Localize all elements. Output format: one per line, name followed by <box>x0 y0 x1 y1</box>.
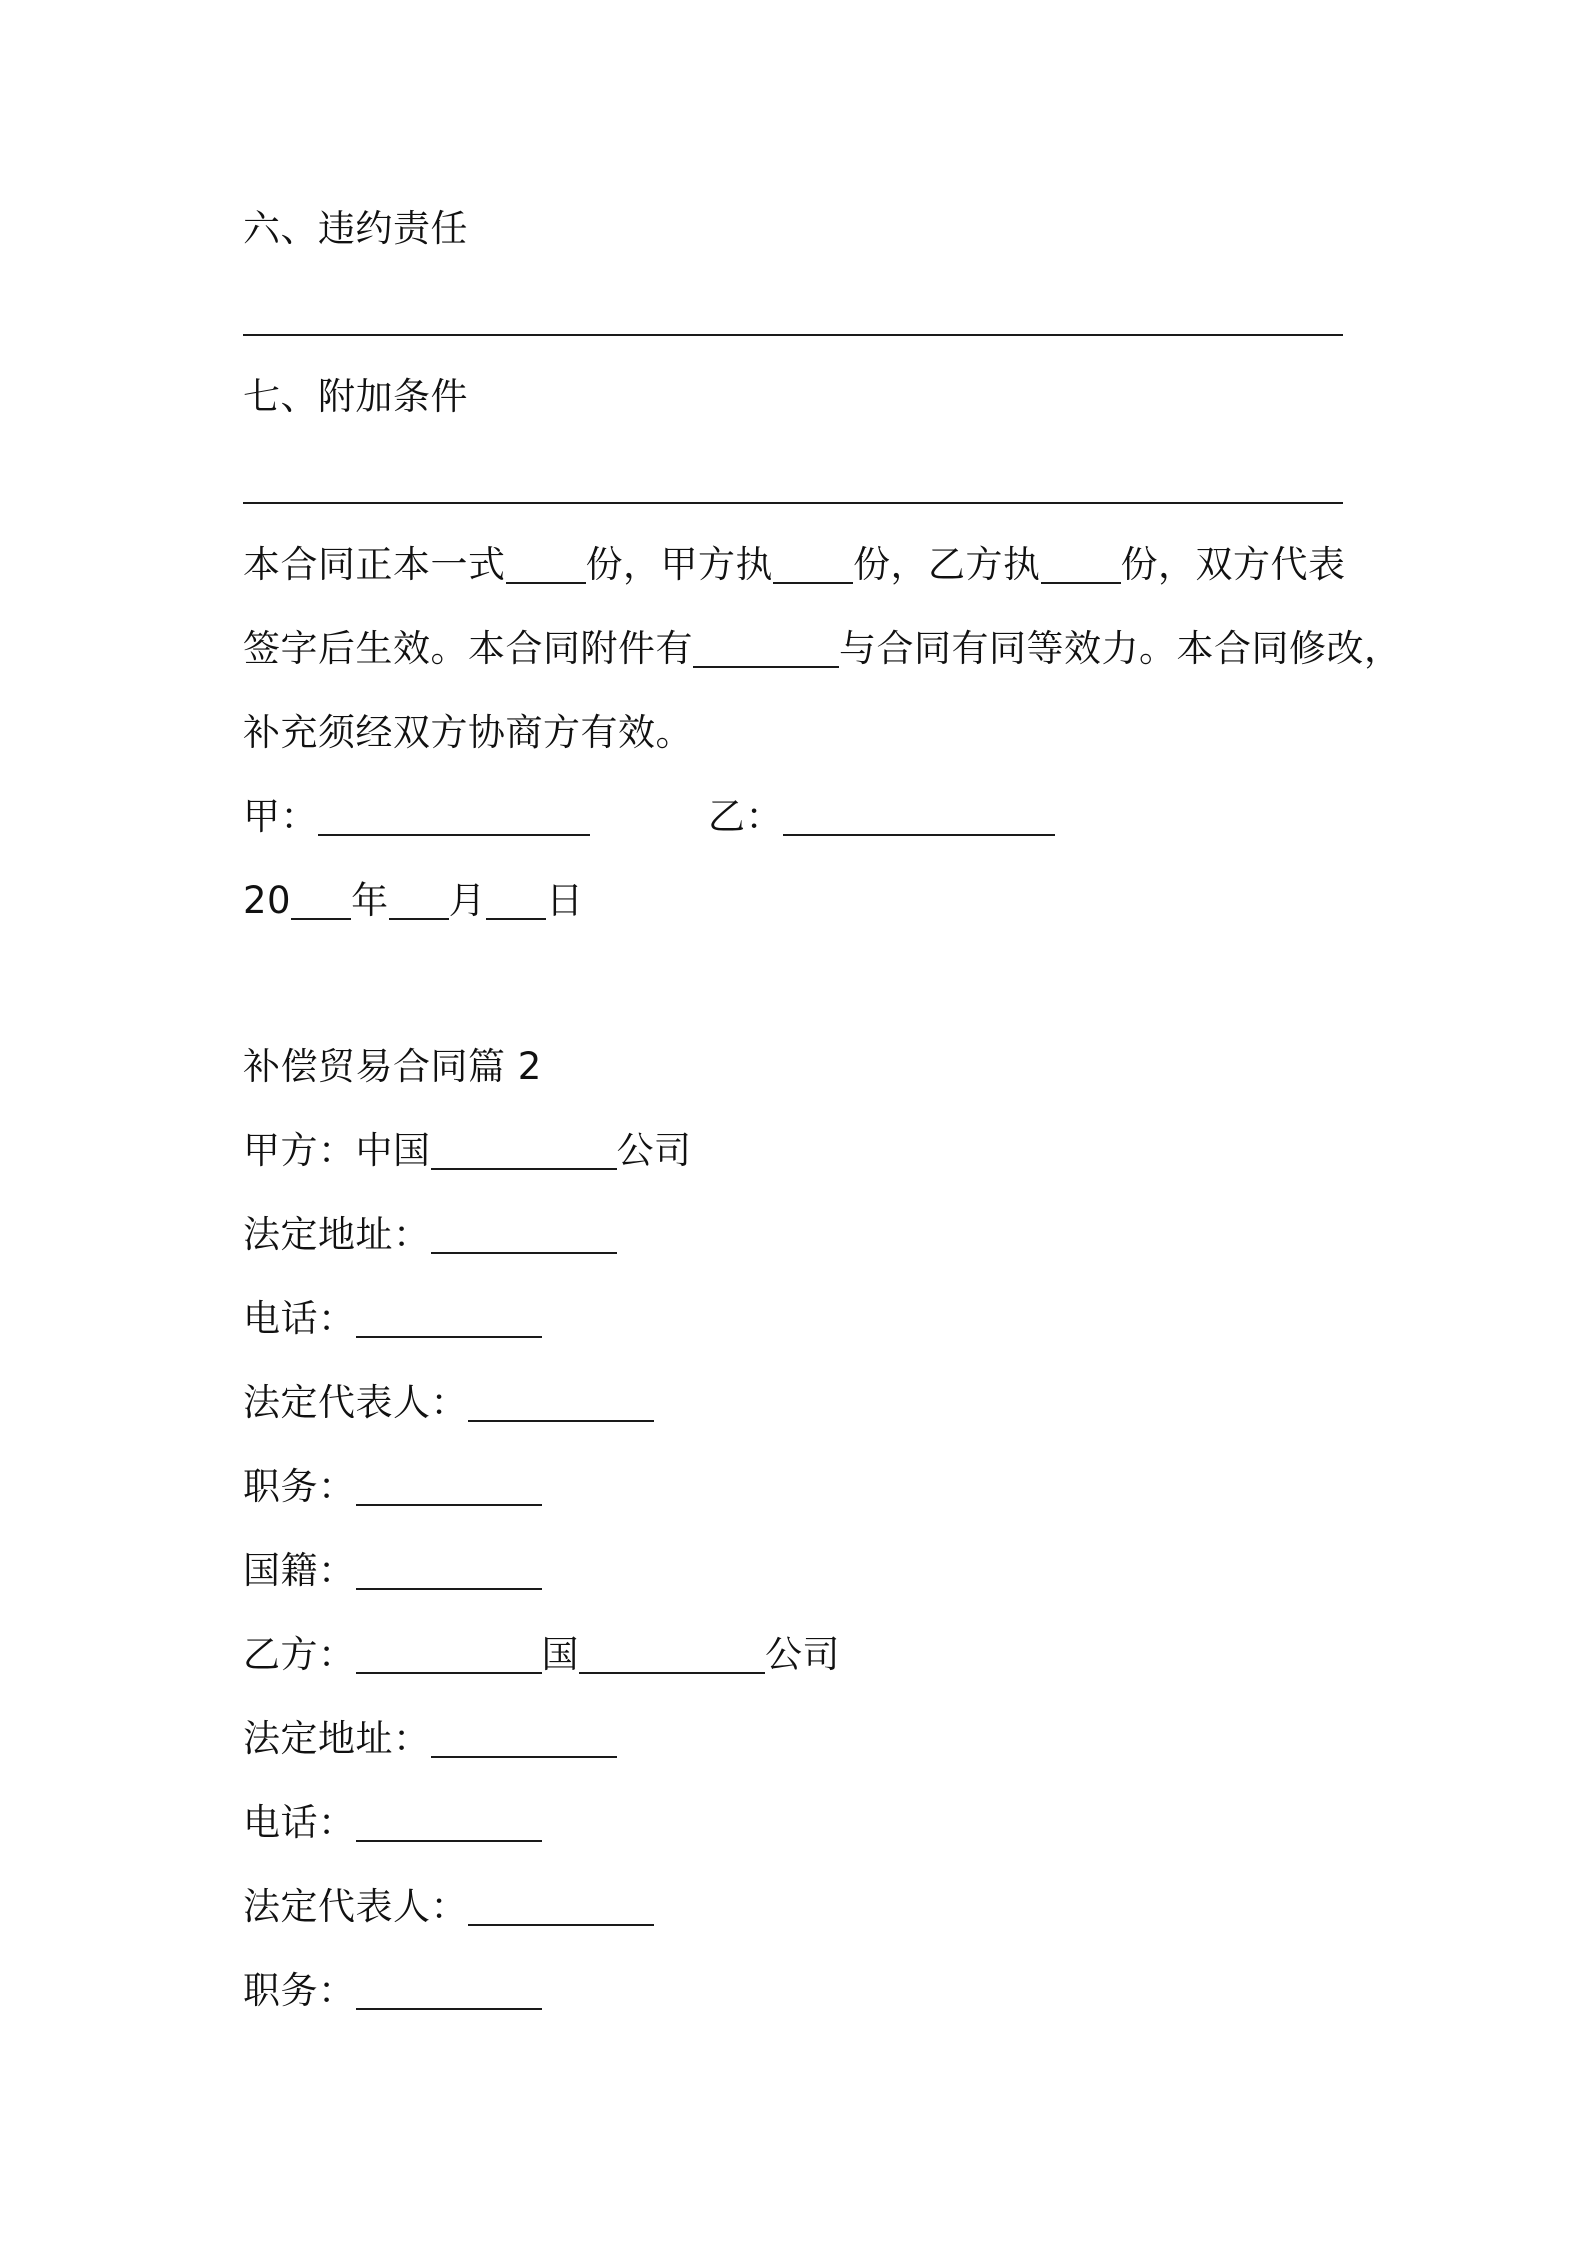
rep-field <box>468 1887 654 1926</box>
rep-field <box>468 1383 654 1422</box>
blank-field <box>1041 545 1121 584</box>
year-label: 年 <box>351 879 389 922</box>
position-field <box>356 1467 542 1506</box>
clause-attachment-line <box>243 624 1402 674</box>
date-line <box>243 876 584 926</box>
clause-text: 份，乙方执 <box>853 543 1041 586</box>
nationality-field <box>356 1551 542 1590</box>
section-7-fill-line <box>243 502 1343 504</box>
year-field <box>291 881 351 920</box>
party-a-company-field <box>431 1131 617 1170</box>
position-field <box>356 1971 542 2010</box>
nationality-label: 国籍： <box>243 1549 356 1592</box>
party-b-phone-line <box>243 1798 542 1848</box>
section-6-title: 六、违约责任 <box>243 207 468 250</box>
day-field <box>486 881 546 920</box>
party-a-rep-line <box>243 1378 654 1428</box>
blank-field <box>773 545 853 584</box>
party-a-label: 甲方：中国 <box>243 1129 431 1172</box>
party-b-rep-line <box>243 1882 654 1932</box>
party-a-company-suffix: 公司 <box>616 1129 692 1172</box>
day-label: 日 <box>546 879 584 922</box>
position-label: 职务： <box>243 1465 356 1508</box>
month-field <box>389 881 449 920</box>
party-b-label: 乙方： <box>243 1633 356 1676</box>
party-b-company-field <box>579 1635 765 1674</box>
section-7-title: 七、附加条件 <box>243 375 468 418</box>
clause-text: 与合同有同等效力。本合同修改， <box>839 627 1402 670</box>
address-label: 法定地址： <box>243 1213 431 1256</box>
party-a-sign-label: 甲： <box>243 795 318 838</box>
section-6-fill-line <box>243 334 1343 336</box>
phone-field <box>356 1299 542 1338</box>
party-a-line <box>243 1126 692 1176</box>
rep-label: 法定代表人： <box>243 1885 468 1928</box>
date-century: 20 <box>243 879 292 922</box>
rep-label: 法定代表人： <box>243 1381 468 1424</box>
party-b-position-line <box>243 1966 542 2016</box>
address-field <box>431 1719 617 1758</box>
phone-label: 电话： <box>243 1297 356 1340</box>
party-a-nationality-line <box>243 1546 542 1596</box>
party-b-address-line <box>243 1714 617 1764</box>
month-label: 月 <box>448 879 487 922</box>
address-label: 法定地址： <box>243 1717 431 1760</box>
party-b-country-field <box>356 1635 542 1674</box>
signature-line <box>243 792 1055 842</box>
party-a-position-line <box>243 1462 542 1512</box>
address-field <box>431 1215 617 1254</box>
clause-text: 份，双方代表 <box>1120 543 1346 586</box>
blank-field <box>693 629 839 668</box>
position-label: 职务： <box>243 1969 356 2012</box>
contract-2-title: 补偿贸易合同篇 2 <box>243 1045 542 1088</box>
party-a-address-line <box>243 1210 617 1260</box>
clause-text: 份，甲方执 <box>585 543 773 586</box>
party-a-sign-field <box>318 797 590 836</box>
clause-amendment-line: 补充须经双方协商方有效。 <box>243 711 693 754</box>
clause-text: 签字后生效。本合同附件有 <box>243 627 693 670</box>
party-b-sign-field <box>783 797 1055 836</box>
party-b-sign-label: 乙： <box>708 795 783 838</box>
party-b-country-label: 国 <box>541 1633 579 1676</box>
party-b-company-suffix: 公司 <box>765 1633 840 1676</box>
party-a-phone-line <box>243 1294 542 1344</box>
phone-label: 电话： <box>243 1801 356 1844</box>
clause-copies-line <box>243 540 1346 590</box>
phone-field <box>356 1803 542 1842</box>
party-b-line <box>243 1630 840 1680</box>
blank-field <box>506 545 586 584</box>
clause-text: 本合同正本一式 <box>243 543 506 586</box>
